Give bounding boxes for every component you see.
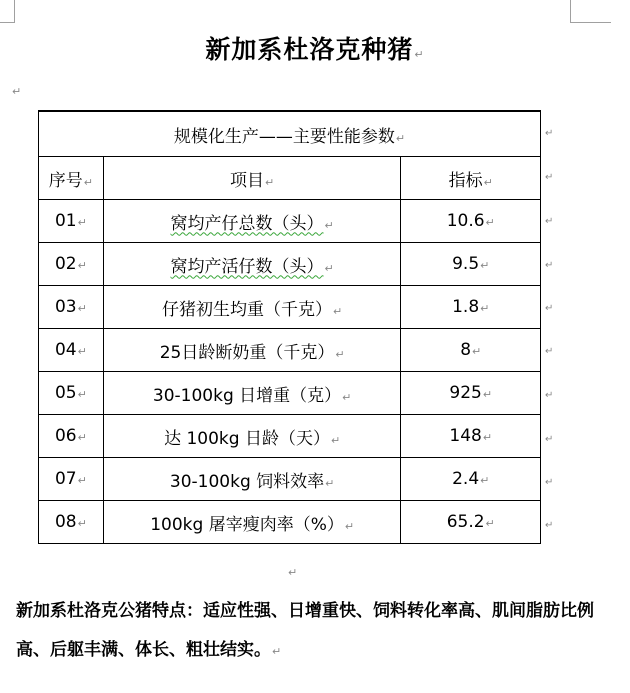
row-number: 01↵: [39, 200, 104, 243]
row-number: 07↵: [39, 458, 104, 501]
table-row: [39, 243, 541, 286]
document-title: [0, 30, 630, 66]
table-caption-text: 规模化生产——主要性能参数: [173, 126, 395, 147]
performance-table: [38, 110, 541, 544]
row-end-mark-icon: ↵: [545, 434, 554, 445]
row-value: 9.5↵: [401, 243, 541, 286]
document-title-text: 新加系杜洛克种猪: [205, 35, 414, 64]
row-item: 仔猪初生均重（千克）↵: [103, 286, 401, 329]
page-corner-top-left: [0, 0, 15, 23]
row-item: 30-100kg 日增重（克）↵: [103, 372, 401, 415]
row-end-mark-icon: ↵: [545, 477, 554, 488]
row-item: 达 100kg 日龄（天）↵: [103, 415, 401, 458]
row-value: 8↵: [401, 329, 541, 372]
table-row: [39, 286, 541, 329]
row-value: 925↵: [401, 372, 541, 415]
row-value: 2.4↵: [401, 458, 541, 501]
paragraph-mark-icon: ↵: [414, 48, 425, 61]
row-end-mark-icon: ↵: [545, 303, 554, 314]
row-end-mark-icon: ↵: [545, 260, 554, 271]
header-cell-item: 项目↵: [103, 157, 401, 200]
row-number: 05↵: [39, 372, 104, 415]
header-cell-no: 序号↵: [39, 157, 104, 200]
header-cell-value: 指标↵: [401, 157, 541, 200]
row-value: 65.2↵: [401, 501, 541, 544]
row-number: 04↵: [39, 329, 104, 372]
table-header-row: [39, 157, 541, 200]
row-end-mark-icon: ↵: [545, 128, 554, 139]
row-end-mark-icon: ↵: [545, 216, 554, 227]
paragraph-mark-icon: ↵: [288, 566, 298, 579]
paragraph-mark-icon: ↵: [12, 85, 22, 98]
table-row: [39, 329, 541, 372]
summary-paragraph: [16, 592, 616, 671]
row-end-mark-icon: ↵: [545, 172, 554, 183]
table-caption: [39, 111, 541, 157]
row-item: 窝均产仔总数（头）↵: [103, 200, 401, 243]
table-row: [39, 501, 541, 544]
paragraph-mark-icon: ↵: [395, 131, 406, 145]
table-caption-row: [39, 111, 541, 157]
page-corner-top-right: [570, 0, 611, 23]
row-value: 10.6↵: [401, 200, 541, 243]
row-item: 25日龄断奶重（千克）↵: [103, 329, 401, 372]
paragraph-mark-icon: ↵: [272, 645, 282, 658]
row-end-mark-icon: ↵: [545, 390, 554, 401]
summary-text: 新加系杜洛克公猪特点：适应性强、日增重快、饲料转化率高、肌间脂肪比例高、后躯丰满、体长、粗壮结实。: [16, 601, 594, 660]
row-number: 02↵: [39, 243, 104, 286]
row-item: 30-100kg 饲料效率↵: [103, 458, 401, 501]
row-number: 03↵: [39, 286, 104, 329]
row-end-mark-icon: ↵: [545, 520, 554, 531]
table-row: [39, 200, 541, 243]
row-number: 08↵: [39, 501, 104, 544]
row-number: 06↵: [39, 415, 104, 458]
row-item: 窝均产活仔数（头）↵: [103, 243, 401, 286]
row-item: 100kg 屠宰瘦肉率（%）↵: [103, 501, 401, 544]
table-row: [39, 372, 541, 415]
row-value: 148↵: [401, 415, 541, 458]
row-value: 1.8↵: [401, 286, 541, 329]
row-end-mark-icon: ↵: [545, 346, 554, 357]
table-row: [39, 458, 541, 501]
table-row: [39, 415, 541, 458]
